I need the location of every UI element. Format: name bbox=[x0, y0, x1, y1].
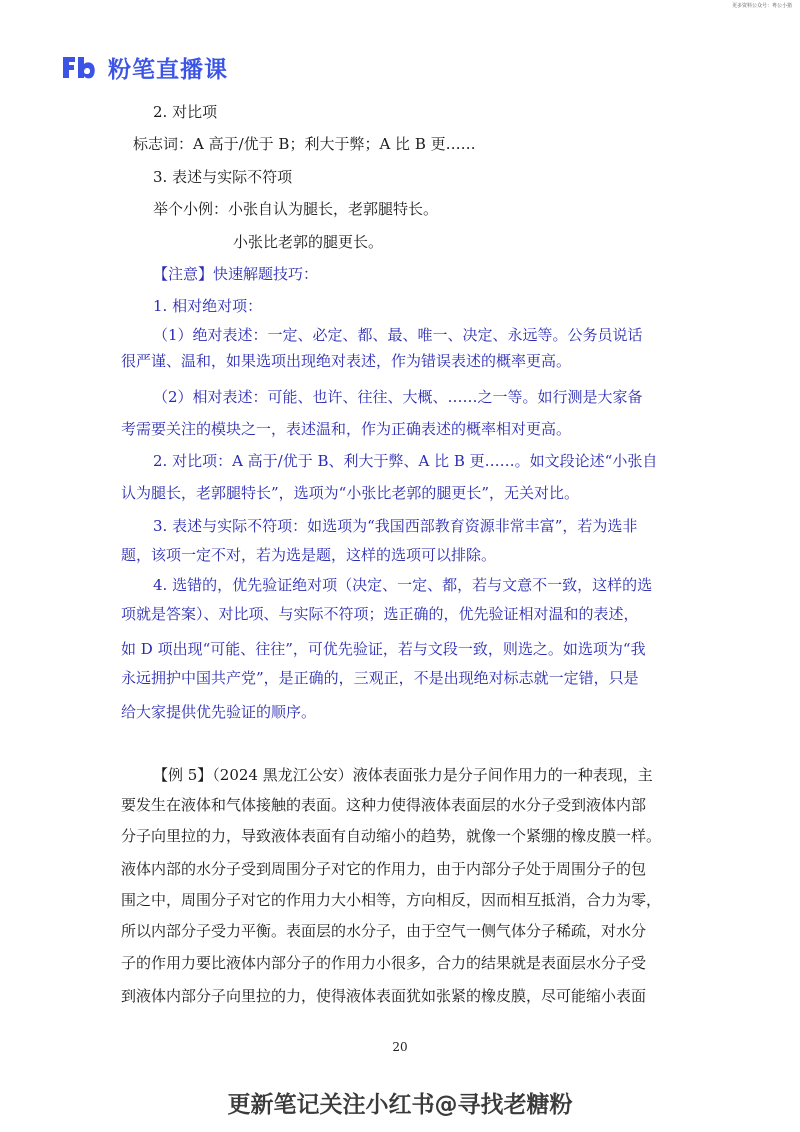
line-note-12: 如 D 项出现“可能、往往”，可优先验证，若与文段一致，则选之。如选项为“我 bbox=[121, 640, 646, 658]
line-contrast-keywords: 标志词：A 高于/优于 B；利大于弊；A 比 B 更…… bbox=[133, 135, 476, 153]
line-note-13: 永远拥护中国共产党”，是正确的，三观正，不是出现绝对标志就一定错，只是 bbox=[121, 669, 639, 687]
line-note-10: 4. 选错的，优先验证绝对项（决定、一定、都，若与文意不一致，这样的选 bbox=[153, 576, 653, 594]
line-note-14: 给大家提供优先验证的顺序。 bbox=[121, 703, 317, 721]
page-number: 20 bbox=[392, 1040, 408, 1054]
line-note-3: 很严谨、温和，如果选项出现绝对表述，作为错误表述的概率更高。 bbox=[121, 352, 572, 370]
fb-logo-icon bbox=[60, 52, 104, 82]
line-note-heading: 【注意】快速解题技巧： bbox=[153, 265, 319, 283]
logo-text: 粉笔直播课 bbox=[108, 56, 228, 83]
line-note-11: 项就是答案）、对比项、与实际不符项；选正确的，优先验证相对温和的表述， bbox=[121, 605, 639, 623]
line-question-6: 所以内部分子受力平衡。表面层的水分子，由于空气一侧气体分子稀疏，对水分 bbox=[121, 922, 647, 940]
line-question-4: 液体内部的水分子受到周围分子对它的作用力，由于内部分子处于周围分子的包 bbox=[121, 860, 647, 878]
line-note-2: （1）绝对表述：一定、必定、都、最、唯一、决定、永远等。公务员说话 bbox=[153, 326, 643, 344]
line-example-1: 举个小例：小张自认为腿长，老郭腿特长。 bbox=[153, 200, 439, 218]
logo bbox=[60, 50, 228, 84]
line-question-1: 【例 5】（2024 黑龙江公安）液体表面张力是分子间作用力的一种表现，主 bbox=[153, 766, 653, 784]
footer-banner: 更新笔记关注小红书@寻找老糖粉 bbox=[227, 1092, 573, 1118]
line-example-2: 小张比老郭的腿更长。 bbox=[233, 233, 384, 251]
line-note-6: 2. 对比项：A 高于/优于 B、利大于弊、A 比 B 更……。如文段论述“小张自 bbox=[153, 452, 658, 470]
line-question-5: 围之中，周围分子对它的作用力大小相等，方向相反，因而相互抵消，合力为零， bbox=[121, 891, 662, 909]
line-note-4: （2）相对表述：可能、也许、往往、大概、……之一等。如行测是大家备 bbox=[153, 388, 643, 406]
line-note-7: 认为腿长，老郭腿特长”，选项为“小张比老郭的腿更长”，无关对比。 bbox=[121, 484, 580, 502]
top-note: 更多资料公众号：粤公小猪 bbox=[731, 3, 792, 9]
line-note-1: 1. 相对绝对项： bbox=[153, 297, 263, 315]
line-note-9: 题，该项一定不对，若为选是题，这样的选项可以排除。 bbox=[121, 546, 497, 564]
line-note-8: 3. 表述与实际不符项：如选项为“我国西部教育资源非常丰富”，若为选非 bbox=[153, 517, 638, 535]
line-heading-mismatch: 3. 表述与实际不符项 bbox=[153, 168, 293, 186]
line-question-7: 子的作用力要比液体内部分子的作用力小很多，合力的结果就是表面层水分子受 bbox=[121, 954, 647, 972]
line-note-5: 考需要关注的模块之一，表述温和，作为正确表述的概率相对更高。 bbox=[121, 420, 572, 438]
line-question-8: 到液体内部分子向里拉的力，使得液体表面犹如张紧的橡皮膜，尽可能缩小表面 bbox=[121, 987, 647, 1005]
line-question-2: 要发生在液体和气体接触的表面。这种力使得液体表面层的水分子受到液体内部 bbox=[121, 796, 647, 814]
line-question-3: 分子向里拉的力，导致液体表面有自动缩小的趋势，就像一个紧绷的橡皮膜一样。 bbox=[121, 827, 662, 845]
line-heading-contrast: 2. 对比项 bbox=[153, 103, 218, 121]
